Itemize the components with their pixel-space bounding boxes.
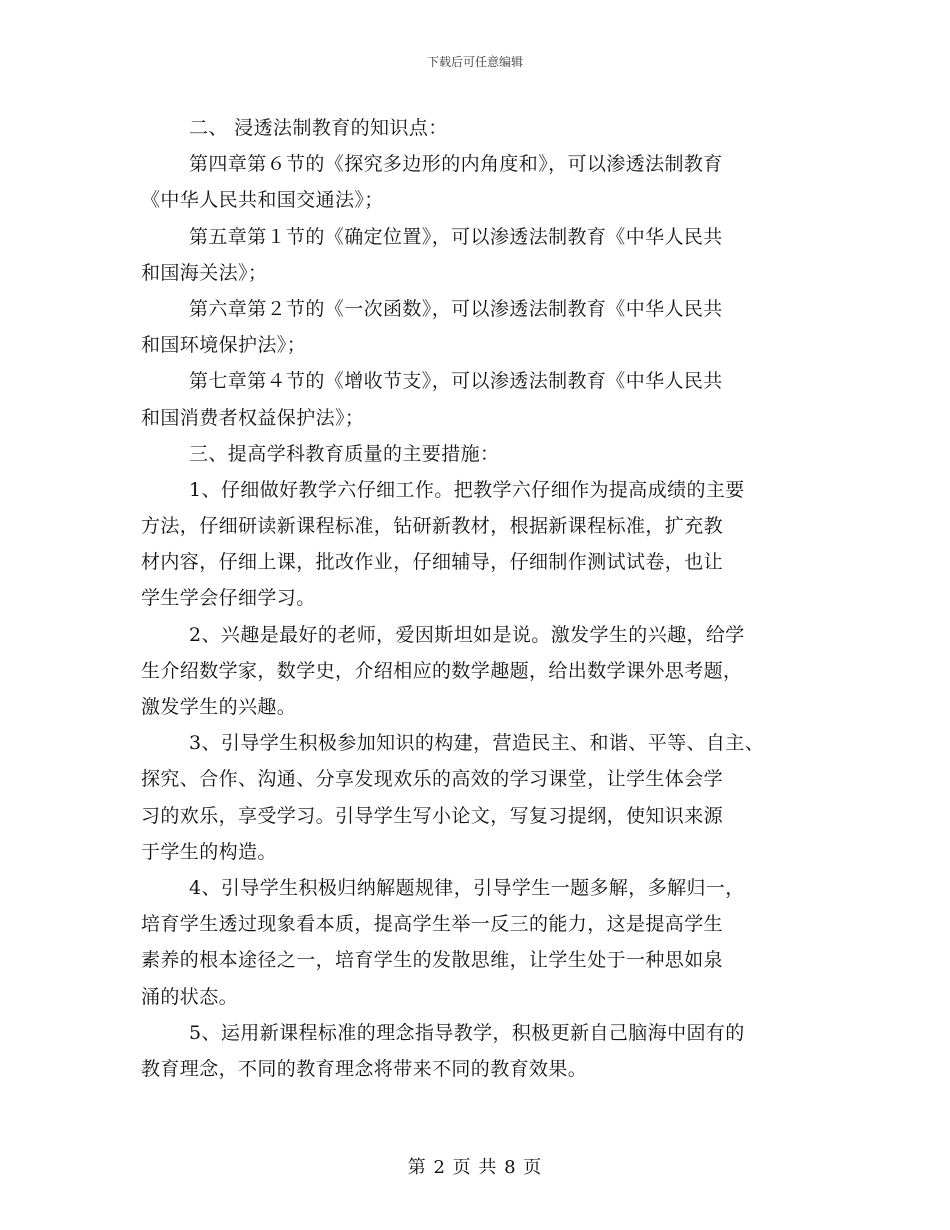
page-number-footer: 第 2 页 共 8 页 (407, 1157, 543, 1178)
paragraph-line: 2、兴趣是最好的老师，爱因斯坦如是说。激发学生的兴趣，给学 (189, 623, 745, 646)
paragraph-line: 方法，仔细研读新课程标准，钻研新教材，根据新课程标准，扩充教 (141, 515, 724, 538)
paragraph-line: 第六章第２节的《一次函数》，可以渗透法制教育《中华人民共 (189, 297, 723, 320)
paragraph-line: 和国海关法》； (141, 261, 268, 284)
paragraph-line: 第五章第１节的《确定位置》，可以渗透法制教育《中华人民共 (189, 225, 723, 248)
paragraph-line: 教育理念，不同的教育理念将带来不同的教育效果。 (141, 1057, 588, 1080)
paragraph-line: 学生学会仔细学习。 (141, 587, 316, 610)
paragraph-line: 1、仔细做好教学六仔细工作。把教学六仔细作为提高成绩的主要 (189, 478, 745, 501)
paragraph-line: 生介绍数学家，数学史，介绍相应的数学趣题，给出数学课外思考题， (141, 659, 743, 682)
paragraph-line: 4、引导学生积极归纳解题规律，引导学生一题多解，多解归一， (189, 876, 745, 899)
section-heading-2: 二、 浸透法制教育的知识点： (189, 117, 448, 139)
paragraph-line: 第四章第６节的《探究多边形的内角度和》，可以渗透法制教育 (189, 153, 723, 176)
paragraph-line: 习的欢乐，享受学习。引导学生写小论文，写复习提纲，使知识来源 (141, 804, 724, 827)
paragraph-line: 3、引导学生积极参加知识的构建，营造民主、和谐、平等、自主、 (189, 732, 765, 755)
page-header: 下载后可任意编辑 (426, 55, 523, 69)
paragraph-line: 5、运用新课程标准的理念指导教学，积极更新自己脑海中固有的 (189, 1021, 745, 1044)
paragraph-line: 素养的根本途径之一，培育学生的发散思维，让学生处于一种思如泉 (141, 949, 724, 972)
paragraph-line: 培育学生透过现象看本质，提高学生举一反三的能力，这是提高学生 (141, 913, 724, 936)
paragraph-line: 于学生的构造。 (141, 840, 277, 863)
paragraph-line: 探究、合作、沟通、分享发现欢乐的高效的学习课堂，让学生体会学 (141, 768, 724, 791)
paragraph-line: 材内容，仔细上课，批改作业，仔细辅导，仔细制作测试试卷，也让 (141, 551, 724, 574)
document-body (141, 110, 831, 1087)
paragraph-line: 激发学生的兴趣。 (141, 696, 297, 718)
paragraph-line: 和国环境保护法》； (141, 334, 307, 357)
paragraph-line: 和国消费者权益保护法》； (141, 406, 365, 429)
paragraph-line: 涌的状态。 (141, 985, 239, 1008)
paragraph-line: 第七章第４节的《增收节支》，可以渗透法制教育《中华人民共 (189, 370, 723, 393)
section-heading-3: 三、提高学科教育质量的主要措施： (189, 442, 500, 465)
paragraph-line: 《中华人民共和国交通法》； (141, 189, 384, 212)
